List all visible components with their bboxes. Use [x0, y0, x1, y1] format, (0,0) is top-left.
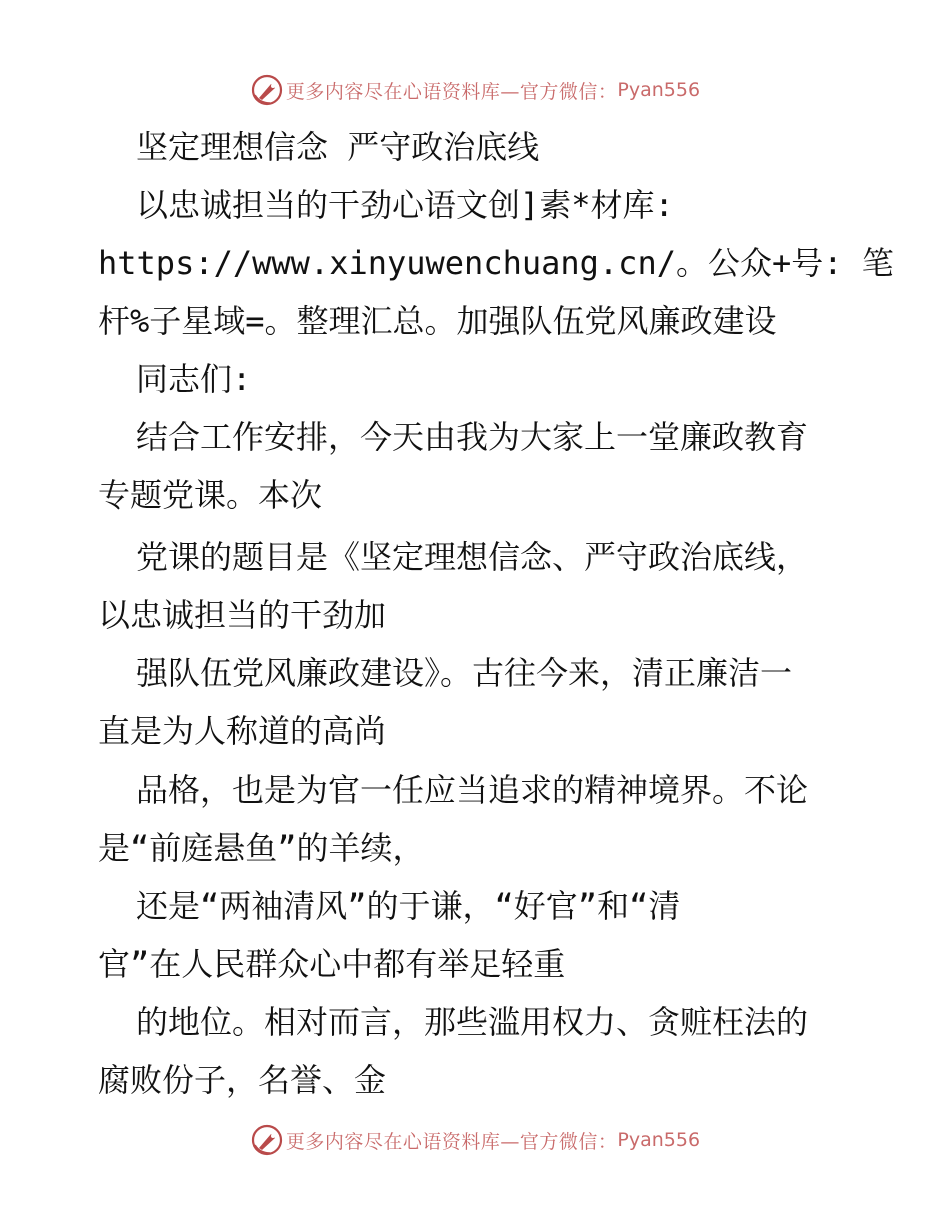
banner-text: 更多内容尽在心语资料库—官方微信： — [285, 80, 618, 103]
salutation-line: 同志们: — [136, 360, 252, 398]
pen-nib-logo-icon — [250, 1123, 284, 1157]
text-line: 党课的题目是《坚定理想信念、严守政治底线， — [136, 538, 809, 576]
banner-text: 更多内容尽在心语资料库—官方微信： — [285, 1130, 618, 1153]
text-line: 以忠诚担当的干劲加 — [98, 596, 387, 634]
text-line: 强队伍党风廉政建设》。古往今来，清正廉洁一 — [136, 654, 793, 692]
footer-watermark-banner — [0, 1120, 950, 1160]
text-line: 品格，也是为官一任应当追求的精神境界。不论 — [136, 771, 809, 809]
text-line: 的地位。相对而言，那些滥用权力、贪赃枉法的 — [136, 1003, 809, 1041]
text-line: 腐败份子，名誉、金 — [98, 1061, 387, 1099]
text-line: 还是“两袖清风”的于谦，“好官”和“清 — [136, 887, 681, 925]
text-line: 以忠诚担当的干劲心语文创]素*材库: — [136, 186, 674, 224]
text-line: 结合工作安排，今天由我为大家上一堂廉政教育 — [136, 418, 809, 456]
text-line: 专题党课。本次 — [98, 476, 323, 514]
text-line: 官”在人民群众心中都有举足轻重 — [98, 945, 566, 983]
text-line: 直是为人称道的高尚 — [98, 712, 387, 750]
text-line: https://www.xinyuwenchuang.cn/。公众+号: 笔 — [98, 244, 894, 282]
text-line: 杆%子星域=。整理汇总。加强队伍党风廉政建设 — [98, 302, 777, 340]
banner-wechat-id: Pyan556 — [617, 79, 701, 101]
banner-wechat-id: Pyan556 — [617, 1129, 701, 1151]
text-line: 是“前庭悬鱼”的羊续， — [98, 829, 425, 867]
document-title: 坚定理想信念 严守政治底线 — [136, 128, 540, 166]
